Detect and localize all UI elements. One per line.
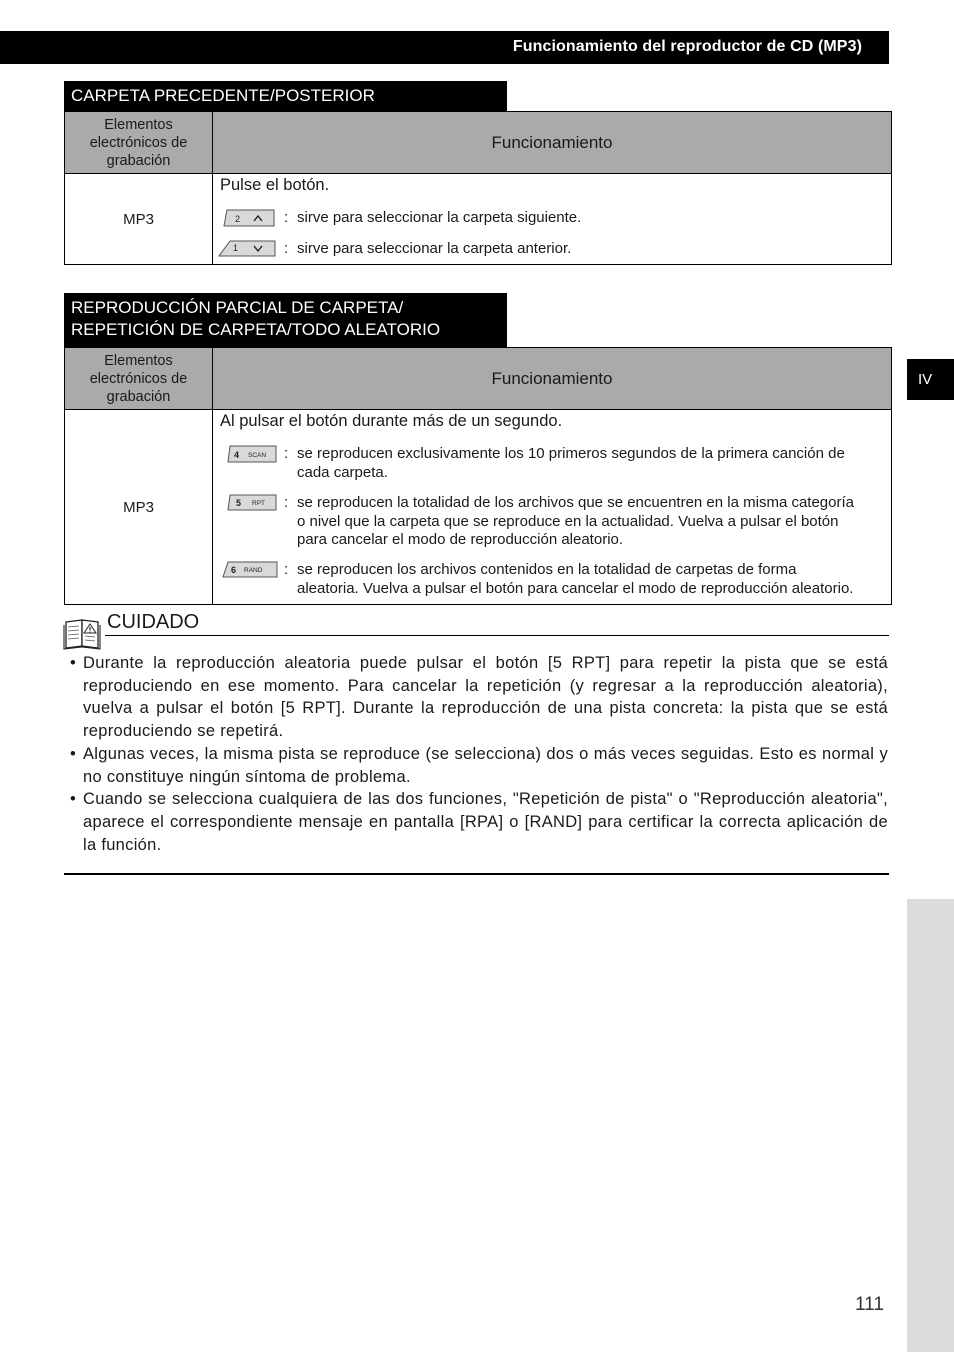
button-6-rand-icon (222, 561, 278, 579)
button-description: sirve para seleccionar la carpeta siguiente. (297, 209, 582, 226)
section2-title-line: REPRODUCCIÓN PARCIAL DE CARPETA/ (71, 298, 404, 317)
section1-intro: Pulse el botón. (220, 176, 330, 194)
section1-row-label: MP3 (65, 174, 213, 265)
description-line: aleatoria. Vuelva a pulsar el botón para cancelar el modo de reproducción aleatorio. (297, 579, 854, 597)
section1-title (64, 81, 507, 112)
book-caution-icon (63, 618, 103, 650)
chapter-tab-label: IV (918, 371, 933, 388)
button-1-down-icon (218, 240, 276, 259)
section1-title-text: CARPETA PRECEDENTE/POSTERIOR (71, 86, 375, 105)
svg-text:4: 4 (234, 450, 240, 460)
bottom-divider (64, 873, 889, 875)
svg-text:1: 1 (233, 243, 239, 253)
section2-title (64, 293, 507, 348)
description-line: se reproducen los archivos contenidos en la totalidad de carpetas de forma (297, 561, 797, 578)
description-line: se reproducen exclusivamente los 10 primeros segundos de la primera canción de (297, 445, 845, 462)
caution-note: • Durante la reproducción aleatoria puede pulsar el botón [5 RPT] para repetir la pista que se está reproduciendo en ese momento. Para cancelar la repetición (y regresar a la reproducción aleatoria), vuelva a pulsar el botón [5 RPT]. Durante la reproducción de una pista concreta: la pista que se está reproduciendo se repetirá. (83, 652, 888, 743)
header-title: Funcionamiento del reproductor de CD (MP3) (512, 38, 862, 55)
caution-notes (83, 652, 888, 856)
button-4-scan-icon (227, 445, 277, 464)
chapter-tab (907, 359, 954, 400)
colon: : (284, 445, 289, 462)
section1-col2-header: Funcionamiento (213, 112, 892, 174)
svg-text:RPT: RPT (252, 500, 265, 507)
header-line: electrónicos de (89, 134, 188, 151)
description-line: cada carpeta. (297, 463, 388, 481)
header-line: grabación (106, 152, 171, 169)
header-bar (0, 31, 889, 64)
svg-text:SCAN: SCAN (248, 452, 267, 459)
colon: : (284, 561, 289, 578)
button-5-rpt-icon (227, 494, 277, 513)
section2-intro: Al pulsar el botón durante más de un segundo. (220, 412, 563, 430)
svg-text:RAND: RAND (244, 567, 263, 574)
section2-col1-header (65, 348, 213, 410)
colon: : (284, 240, 289, 257)
section1-operation-cell (213, 174, 892, 265)
colon: : (284, 494, 289, 511)
header-line: Elementos (104, 352, 173, 369)
side-grey-bar (907, 899, 954, 1352)
section2-col2-header: Funcionamiento (213, 348, 892, 410)
description-line: para cancelar el modo de reproducción aleatorio. (297, 531, 624, 548)
section2-operation-cell (213, 410, 892, 605)
header-line: Elementos (104, 116, 173, 133)
button-description: sirve para seleccionar la carpeta anterior. (297, 240, 572, 257)
section2-row-label: MP3 (65, 410, 213, 605)
page-number: 111 (855, 1294, 884, 1315)
caution-note: • Cuando se selecciona cualquiera de las dos funciones, "Repetición de pista" o "Reproducción aleatoria", aparece el correspondiente mensaje en pantalla [RPA] o [RAND] para certificar la correcta aplicación de la función. (83, 788, 888, 856)
caution-divider (105, 635, 889, 636)
section1-col1-header (65, 112, 213, 174)
svg-text:6: 6 (231, 565, 237, 575)
svg-text:5: 5 (236, 498, 242, 508)
section2-title-line: REPETICIÓN DE CARPETA/TODO ALEATORIO (71, 320, 441, 339)
header-line: grabación (106, 388, 171, 405)
button-2-up-icon (223, 209, 275, 228)
description-line: o nivel que la carpeta que se reproduce en la actualidad. Vuelva a pulsar el botón (297, 512, 839, 530)
section1-table (64, 111, 892, 265)
section2-table (64, 347, 892, 605)
svg-text:2: 2 (235, 214, 241, 224)
button-description (297, 561, 887, 598)
header-line: electrónicos de (89, 370, 188, 387)
description-line: se reproducen la totalidad de los archivos que se encuentren en la misma categoría (297, 494, 854, 511)
button-description (297, 494, 887, 550)
caution-note: • Algunas veces, la misma pista se reproduce (se selecciona) dos o más veces seguidas. Esto es normal y no constituye ningún síntoma de problema. (83, 743, 888, 788)
colon: : (284, 209, 289, 226)
caution-title: CUIDADO (107, 611, 200, 633)
button-description (297, 445, 887, 482)
